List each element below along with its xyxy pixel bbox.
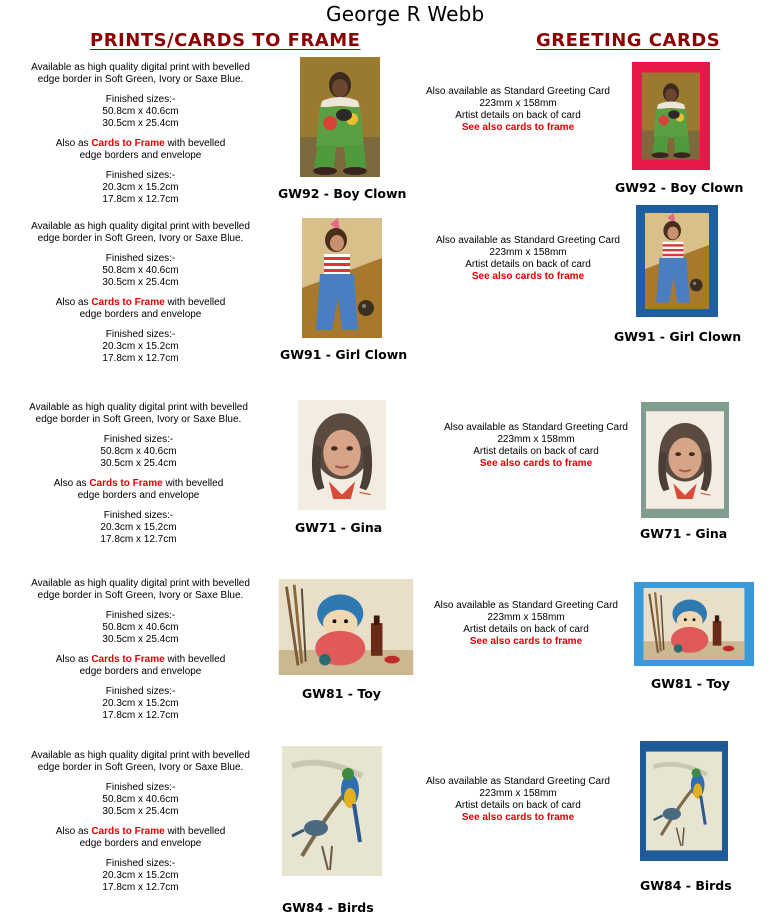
see-also-cards-link[interactable]: See also cards to frame	[461, 812, 575, 823]
sizes-label: Finished sizes:-	[103, 434, 174, 445]
sizes-label: Finished sizes:-	[105, 329, 176, 340]
size-value: 50.8cm x 40.6cm	[100, 446, 177, 457]
desc-line: edge borders and envelope	[79, 838, 202, 849]
desc-line: edge borders and envelope	[79, 666, 202, 677]
greeting-card-toy[interactable]	[634, 582, 754, 666]
print-description	[18, 578, 263, 722]
greeting-card-description	[398, 776, 638, 824]
size-value: 17.8cm x 12.7cm	[102, 882, 179, 893]
card-line: Also available as Standard Greeting Card	[434, 600, 618, 611]
size-value: 20.3cm x 15.2cm	[102, 182, 179, 193]
cards-to-frame-link[interactable]: Cards to Frame	[91, 297, 165, 308]
card-image	[646, 407, 724, 513]
size-value: 17.8cm x 12.7cm	[102, 194, 179, 205]
print-image-toy[interactable]	[278, 579, 414, 675]
with-bevelled-text: with bevelled	[167, 138, 226, 149]
card-caption: GW81 - Toy	[651, 676, 730, 691]
cards-to-frame-link[interactable]: Cards to Frame	[89, 478, 163, 489]
desc-line: Available as high quality digital print with bevelled	[29, 402, 248, 413]
see-also-cards-link[interactable]: See also cards to frame	[469, 636, 583, 647]
card-line: 223mm x 158mm	[489, 247, 567, 258]
desc-line: Available as high quality digital print with bevelled	[31, 750, 250, 761]
see-also-cards-link[interactable]: See also cards to frame	[479, 458, 593, 469]
card-line: Artist details on back of card	[465, 259, 591, 270]
card-caption: GW91 - Girl Clown	[614, 329, 742, 344]
also-as-text: Also as	[55, 654, 89, 665]
greeting-card-boy-clown[interactable]	[632, 62, 710, 170]
cards-to-frame-line	[18, 826, 263, 838]
desc-line: edge borders and envelope	[77, 490, 200, 501]
print-image-birds[interactable]	[282, 745, 382, 877]
size-value: 20.3cm x 15.2cm	[100, 522, 177, 533]
greeting-card-gina[interactable]	[641, 402, 729, 518]
cards-to-frame-link[interactable]: Cards to Frame	[91, 826, 165, 837]
sizes-label: Finished sizes:-	[105, 610, 176, 621]
size-value: 30.5cm x 25.4cm	[102, 277, 179, 288]
card-line: Also available as Standard Greeting Card	[426, 86, 610, 97]
greeting-card-birds[interactable]	[640, 741, 728, 861]
card-image	[640, 588, 748, 660]
print-caption: GW92 - Boy Clown	[278, 186, 407, 201]
card-image	[644, 213, 710, 309]
cards-to-frame-line	[18, 654, 263, 666]
cards-to-frame-link[interactable]: Cards to Frame	[91, 138, 165, 149]
sizes-label: Finished sizes:-	[105, 253, 176, 264]
desc-line: Available as high quality digital print with bevelled	[31, 62, 250, 73]
greeting-card-description	[408, 235, 648, 283]
print-caption: GW84 - Birds	[282, 900, 374, 915]
desc-line: edge border in Soft Green, Ivory or Saxe Blue.	[37, 233, 244, 244]
print-description	[18, 221, 263, 365]
desc-line: edge border in Soft Green, Ivory or Saxe Blue.	[35, 414, 242, 425]
cards-to-frame-line	[18, 297, 263, 309]
print-image-girl-clown[interactable]	[302, 216, 382, 340]
print-image-gina[interactable]	[296, 400, 388, 510]
greeting-cards-column-heading: GREETING CARDS	[536, 30, 721, 51]
card-caption: GW92 - Boy Clown	[615, 180, 744, 195]
sizes-label: Finished sizes:-	[105, 94, 176, 105]
cards-to-frame-line	[18, 138, 263, 150]
card-image	[642, 72, 700, 160]
with-bevelled-text: with bevelled	[167, 297, 226, 308]
card-line: 223mm x 158mm	[487, 612, 565, 623]
size-value: 30.5cm x 25.4cm	[102, 634, 179, 645]
sizes-label: Finished sizes:-	[105, 782, 176, 793]
see-also-cards-link[interactable]: See also cards to frame	[461, 122, 575, 133]
print-caption: GW81 - Toy	[302, 686, 381, 701]
desc-line: Available as high quality digital print with bevelled	[31, 578, 250, 589]
also-as-text: Also as	[55, 297, 89, 308]
size-value: 50.8cm x 40.6cm	[102, 106, 179, 117]
cards-to-frame-link[interactable]: Cards to Frame	[91, 654, 165, 665]
print-description	[18, 62, 263, 206]
size-value: 17.8cm x 12.7cm	[100, 534, 177, 545]
also-as-text: Also as	[55, 826, 89, 837]
greeting-card-description	[416, 422, 656, 470]
print-caption: GW91 - Girl Clown	[280, 347, 408, 362]
site-title: George R Webb	[326, 2, 485, 26]
greeting-card-description	[398, 86, 638, 134]
card-line: Artist details on back of card	[455, 110, 581, 121]
size-value: 17.8cm x 12.7cm	[102, 710, 179, 721]
size-value: 20.3cm x 15.2cm	[102, 341, 179, 352]
greeting-card-girl-clown[interactable]	[636, 205, 718, 317]
sizes-label: Finished sizes:-	[103, 510, 174, 521]
with-bevelled-text: with bevelled	[167, 826, 226, 837]
card-line: Also available as Standard Greeting Card	[436, 235, 620, 246]
card-line: Artist details on back of card	[473, 446, 599, 457]
card-line: Also available as Standard Greeting Card	[426, 776, 610, 787]
prints-column-heading: PRINTS/CARDS TO FRAME	[90, 30, 361, 51]
also-as-text: Also as	[55, 138, 89, 149]
card-image	[646, 747, 722, 855]
desc-line: edge borders and envelope	[79, 309, 202, 320]
size-value: 30.5cm x 25.4cm	[102, 118, 179, 129]
sizes-label: Finished sizes:-	[105, 170, 176, 181]
print-image-boy-clown[interactable]	[300, 56, 380, 178]
card-line: 223mm x 158mm	[497, 434, 575, 445]
desc-line: edge borders and envelope	[79, 150, 202, 161]
desc-line: edge border in Soft Green, Ivory or Saxe Blue.	[37, 590, 244, 601]
desc-line: Available as high quality digital print with bevelled	[31, 221, 250, 232]
see-also-cards-link[interactable]: See also cards to frame	[471, 271, 585, 282]
cards-to-frame-line	[16, 478, 261, 490]
print-description	[16, 402, 261, 546]
with-bevelled-text: with bevelled	[167, 654, 226, 665]
size-value: 50.8cm x 40.6cm	[102, 794, 179, 805]
card-line: Artist details on back of card	[463, 624, 589, 635]
card-caption: GW84 - Birds	[640, 878, 732, 893]
desc-line: edge border in Soft Green, Ivory or Saxe Blue.	[37, 762, 244, 773]
size-value: 30.5cm x 25.4cm	[100, 458, 177, 469]
size-value: 20.3cm x 15.2cm	[102, 698, 179, 709]
size-value: 17.8cm x 12.7cm	[102, 353, 179, 364]
greeting-card-description	[406, 600, 646, 648]
size-value: 50.8cm x 40.6cm	[102, 622, 179, 633]
also-as-text: Also as	[53, 478, 87, 489]
card-line: Also available as Standard Greeting Card	[444, 422, 628, 433]
card-line: 223mm x 158mm	[479, 98, 557, 109]
print-description	[18, 750, 263, 894]
sizes-label: Finished sizes:-	[105, 686, 176, 697]
card-line: 223mm x 158mm	[479, 788, 557, 799]
desc-line: edge border in Soft Green, Ivory or Saxe Blue.	[37, 74, 244, 85]
size-value: 30.5cm x 25.4cm	[102, 806, 179, 817]
print-caption: GW71 - Gina	[295, 520, 383, 535]
card-line: Artist details on back of card	[455, 800, 581, 811]
sizes-label: Finished sizes:-	[105, 858, 176, 869]
size-value: 20.3cm x 15.2cm	[102, 870, 179, 881]
with-bevelled-text: with bevelled	[165, 478, 224, 489]
size-value: 50.8cm x 40.6cm	[102, 265, 179, 276]
card-caption: GW71 - Gina	[640, 526, 728, 541]
